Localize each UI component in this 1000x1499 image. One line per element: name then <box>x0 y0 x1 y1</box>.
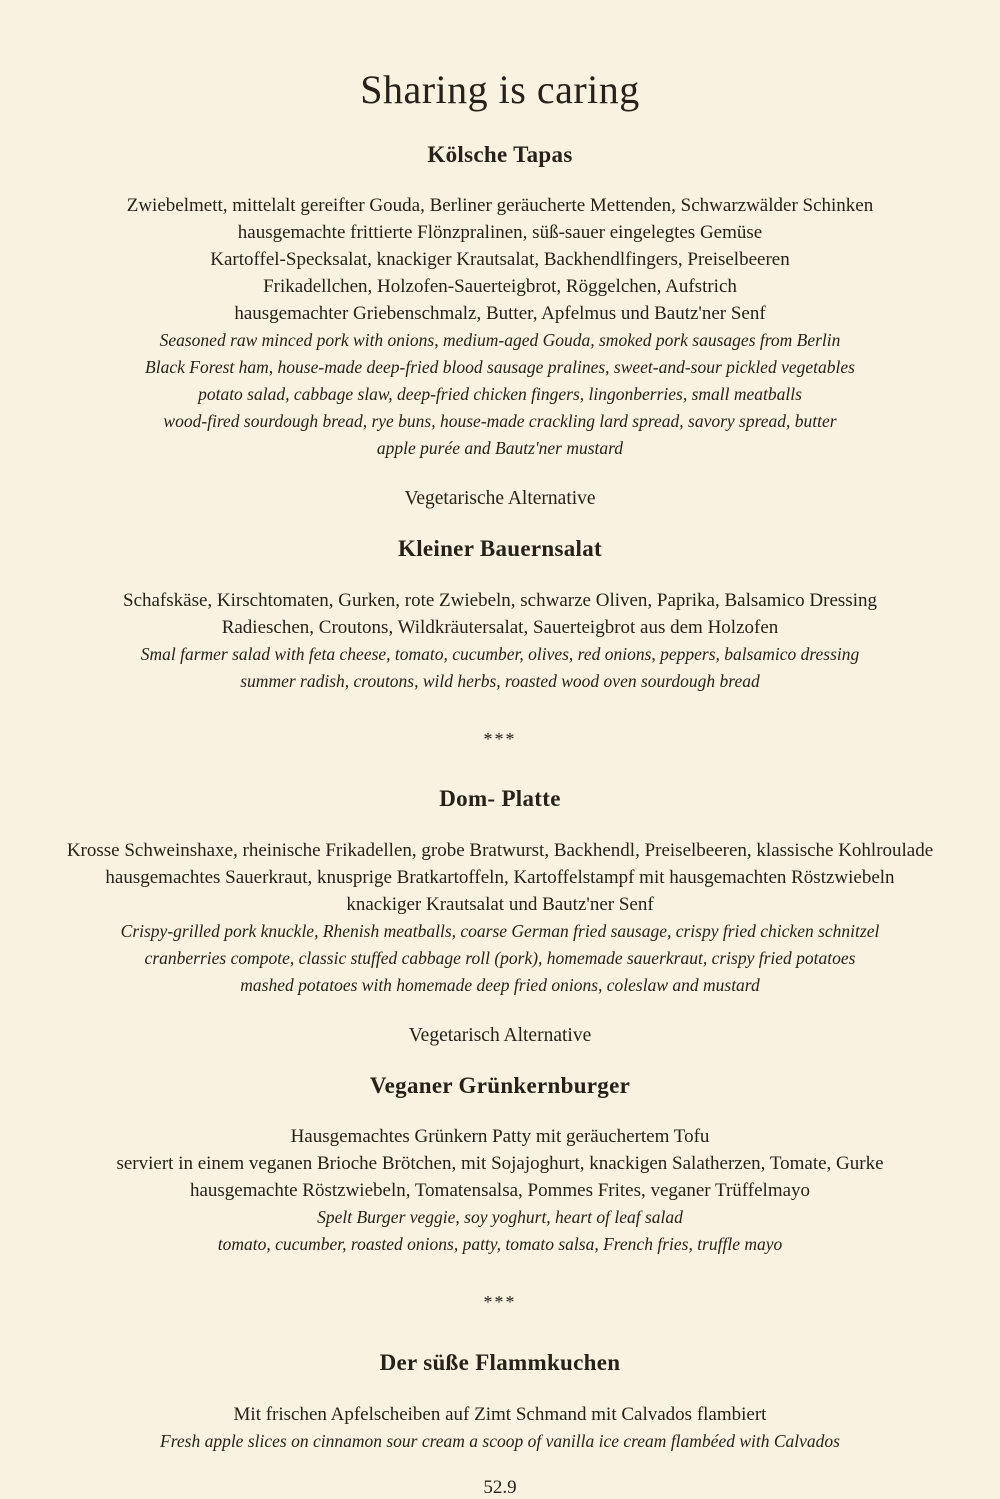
menu-line-english: Black Forest ham, house-made deep-fried blood sausage pralines, sweet-and-sour pickled vegetables <box>145 357 855 378</box>
section-separator: *** <box>483 1292 517 1313</box>
menu-title: Sharing is caring <box>360 66 640 112</box>
menu-line-german: Radieschen, Croutons, Wildkräutersalat, Sauerteigbrot aus dem Holzofen <box>221 616 779 638</box>
menu-line-english: cranberries compote, classic stuffed cabbage roll (pork), homemade sauerkraut, crispy fried potatoes <box>144 948 856 969</box>
menu-line-english: Crispy-grilled pork knuckle, Rhenish meatballs, coarse German fried sausage, crispy fried chicken schnitzel <box>120 921 880 942</box>
menu-line-german: knackiger Krautsalat und Bautz'ner Senf <box>346 894 654 916</box>
section-kleiner-bauernsalat <box>0 486 1000 694</box>
menu-line-german: hausgemachte frittierte Flönzpralinen, süß-sauer eingelegtes Gemüse <box>237 222 763 244</box>
menu-line-english: apple purée and Bautz'ner mustard <box>376 438 624 459</box>
menu-line-english: Spelt Burger veggie, soy yoghurt, heart of leaf salad <box>317 1207 683 1228</box>
menu-line-german: hausgemachter Griebenschmalz, Butter, Apfelmus und Bautz'ner Senf <box>234 303 766 325</box>
menu-line-german: hausgemachte Röstzwiebeln, Tomatensalsa, Pommes Frites, veganer Trüffelmayo <box>189 1180 811 1202</box>
price: 52.9 <box>483 1476 517 1498</box>
menu-page <box>0 27 1000 1498</box>
menu-line-german: Mit frischen Apfelscheiben auf Zimt Schmand mit Calvados flambiert <box>233 1403 767 1425</box>
menu-line-german: Kartoffel-Specksalat, knackiger Krautsalat, Backhendlfingers, Preiselbeeren <box>210 249 790 271</box>
section-der-suesse-flammkuchen <box>0 1348 1000 1455</box>
menu-line-german: Krosse Schweinshaxe, rheinische Frikadellen, grobe Bratwurst, Backhendl, Preiselbeeren, klassische Kohlroulade <box>66 840 934 862</box>
menu-line-german: Hausgemachtes Grünkern Patty mit geräuchertem Tofu <box>290 1126 710 1148</box>
section-heading: Veganer Grünkernburger <box>369 1072 631 1098</box>
section-heading: Der süße Flammkuchen <box>379 1350 621 1376</box>
menu-line-german: serviert in einem veganen Brioche Brötchen, mit Sojajoghurt, knackigen Salatherzen, Tomate, Gurke <box>116 1153 884 1175</box>
section-veganer-gruenkernburger <box>0 1023 1000 1258</box>
menu-line-german: Zwiebelmett, mittelalt gereifter Gouda, Berliner geräucherte Mettenden, Schwarzwälder Schinken <box>126 195 874 217</box>
menu-line-english: mashed potatoes with homemade deep fried onions, coleslaw and mustard <box>240 975 760 996</box>
section-heading: Dom- Platte <box>439 786 561 812</box>
section-heading: Kölsche Tapas <box>427 141 573 167</box>
section-body <box>0 1401 1000 1455</box>
menu-line-english: summer radish, croutons, wild herbs, roasted wood oven sourdough bread <box>240 670 760 691</box>
menu-line-german: hausgemachtes Sauerkraut, knusprige Bratkartoffeln, Kartoffelstampf mit hausgemachten Röstzwiebeln <box>105 867 895 889</box>
section-separator: *** <box>483 728 517 749</box>
menu-line-english: Seasoned raw minced pork with onions, medium-aged Gouda, smoked pork sausages from Berlin <box>159 330 841 351</box>
menu-line-english: wood-fired sourdough bread, rye buns, house-made crackling lard spread, savory spread, butter <box>163 411 837 432</box>
section-koelsche-tapas <box>0 140 1000 463</box>
section-dom-platte <box>0 784 1000 999</box>
menu-line-german: Frikadellchen, Holzofen-Sauerteigbrot, Röggelchen, Aufstrich <box>263 276 737 298</box>
section-subheading: Vegetarische Alternative <box>404 488 596 510</box>
section-heading: Kleiner Bauernsalat <box>398 535 602 561</box>
menu-line-english: Smal farmer salad with feta cheese, tomato, cucumber, olives, red onions, peppers, balsamico dressing <box>140 643 860 664</box>
menu-line-german: Schafskäse, Kirschtomaten, Gurken, rote Zwiebeln, schwarze Oliven, Paprika, Balsamico Dressing <box>123 589 877 611</box>
menu-line-english: Fresh apple slices on cinnamon sour cream a scoop of vanilla ice cream flambéed with Calvados <box>160 1430 840 1451</box>
menu-line-english: tomato, cucumber, roasted onions, patty, tomato salsa, French fries, truffle mayo <box>217 1234 783 1255</box>
section-body <box>0 1123 1000 1258</box>
section-body <box>0 587 1000 695</box>
section-body <box>0 192 1000 462</box>
section-body <box>0 837 1000 999</box>
menu-line-english: potato salad, cabbage slaw, deep-fried chicken fingers, lingonberries, small meatballs <box>198 384 802 405</box>
section-subheading: Vegetarisch Alternative <box>408 1025 592 1047</box>
